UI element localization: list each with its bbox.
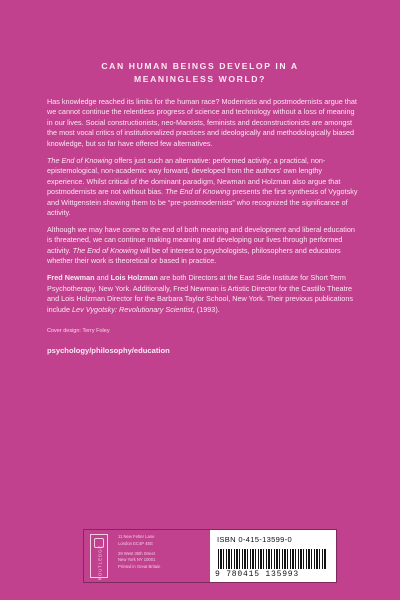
- routledge-logo: [90, 534, 108, 581]
- isbn-panel: [210, 530, 336, 582]
- author-name: Fred Newman: [47, 273, 95, 283]
- book-title: The End of Knowing: [72, 245, 138, 255]
- subject-category: psychology/philosophy/education: [47, 345, 170, 355]
- publisher-address: 11 New Fetter Lane London EC4P 4EE 29 West 35th Street New York NY 10001 Printed in Great Britain: [118, 534, 161, 570]
- logo-text: ROUTLEDGE: [97, 544, 103, 581]
- publisher-footer: [83, 529, 337, 583]
- cover-credit: Cover design: Terry Foley: [47, 328, 110, 335]
- paragraph-3: Although we may have come to the end of both meaning and development and liberal education is threatened, we can continue making meaning and developing our lives through performed activity. The End of Knowing will be of interest to psychologists, philosophers and educators whether their work is theoretical or based in practice.: [47, 224, 355, 266]
- paragraph-1: Has knowledge reached its limits for the human race? Modernists and postmodernists argue that we cannot continue the relentless progress of science and technology without a loss of meaning in our lives. Social constructionists, neo-Marxists, feminists and deconstructionists are amongst the most vocal critics of institutionalized practices and ideologically and methodologically biased knowledge, but so far have offered few alternatives.: [47, 97, 357, 148]
- book-title: The End of Knowing: [165, 187, 231, 197]
- headline: CAN HUMAN BEINGS DEVELOP IN A MEANINGLESS WORLD?: [101, 61, 299, 84]
- ean-number: 9 780415 135993: [215, 570, 300, 579]
- isbn: ISBN 0-415-13599-0: [217, 535, 293, 544]
- author-name: Lois Holzman: [110, 273, 158, 283]
- book-title: The End of Knowing: [47, 155, 113, 165]
- previous-book-title: Lev Vygotsky: Revolutionary Scientist: [72, 304, 193, 314]
- paragraph-2: The End of Knowing offers just such an alternative: performed activity; a practical, non-epistemological, non-academic way forward, developed from the authors' own lengthy experience. Whilst critical of the dominant paradigm, Newman and Holzman also argue that postmodernists are not without bias. The End of Knowing presents the first synthesis of Vygotsky and Wittgenstein showing them to be “pre-postmodernists” who recognized the significance of activity.: [47, 155, 358, 218]
- barcode-icon: [218, 549, 326, 569]
- author-bio: Fred Newman and Lois Holzman are both Directors at the East Side Institute for Short Term Psychotherapy, New York. Additionally, Fred Newman is Artistic Director for the Castillo Theatre and Lois Holzman Director for the Barbara Taylor School, New York. Their previous publications include Lev Vygotsky: Revolutionary Scientist, (1993).: [47, 273, 353, 314]
- publisher-panel: [84, 530, 210, 582]
- blurb-body: [47, 97, 358, 356]
